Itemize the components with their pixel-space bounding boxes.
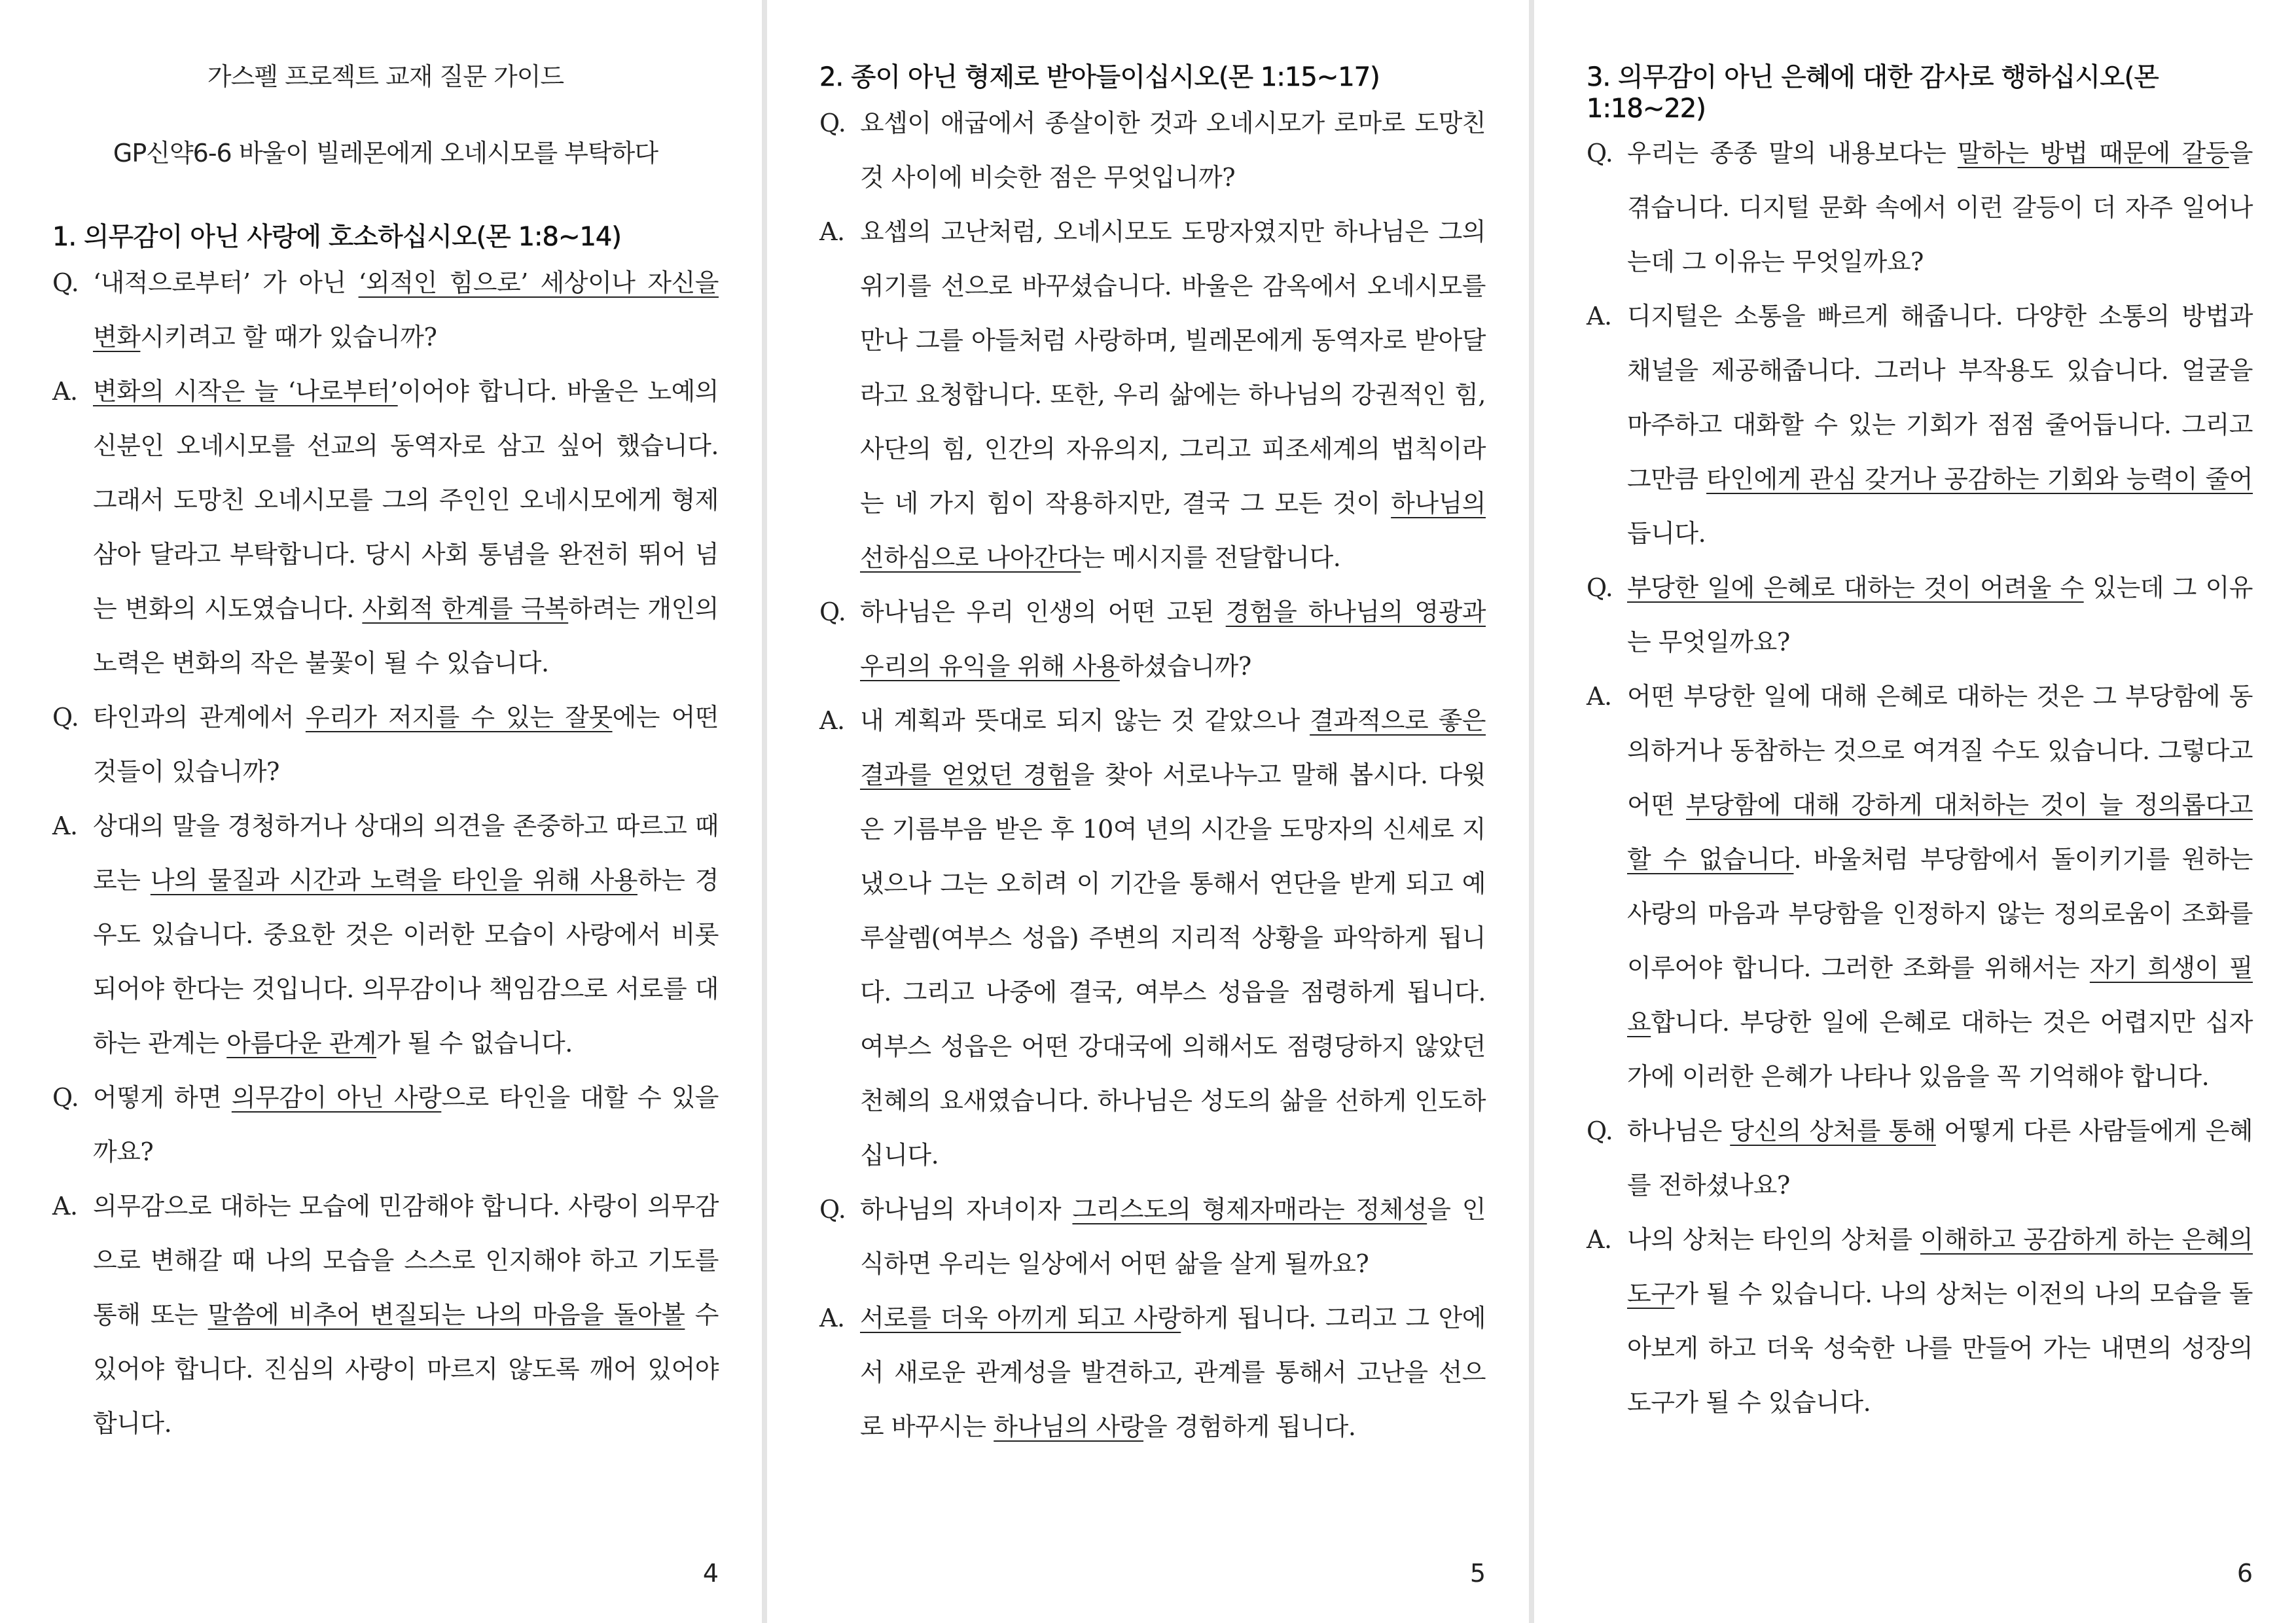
question-item bbox=[819, 1183, 1486, 1291]
item-text bbox=[1627, 1213, 2253, 1430]
item-text bbox=[1627, 561, 2253, 669]
item-label: A. bbox=[52, 377, 78, 406]
item-label: Q. bbox=[1587, 139, 1613, 168]
item-text bbox=[1627, 126, 2253, 289]
qa-list bbox=[52, 256, 719, 1451]
item-label: Q. bbox=[819, 109, 846, 137]
underlined-text: 변화의 시작은 늘 ‘나로부터’ bbox=[93, 377, 398, 406]
text-segment: 어떻게 다른 사람들에게 은혜를 전하셨나요? bbox=[1627, 1116, 2253, 1200]
text-segment: 을 겪습니다. 디지털 문화 속에서 이런 갈등이 더 자주 일어나는데 그 이유는 무엇일까요? bbox=[1627, 139, 2253, 276]
underlined-text: 의무감이 아닌 사랑 bbox=[231, 1083, 442, 1112]
question-item bbox=[819, 96, 1486, 205]
page-5 bbox=[767, 0, 1529, 1623]
item-text bbox=[93, 799, 719, 1071]
section-heading: 1. 의무감이 아닌 사랑에 호소하십시오(몬 1:8~14) bbox=[52, 222, 621, 252]
question-item bbox=[52, 690, 719, 799]
item-label: Q. bbox=[52, 1083, 79, 1112]
item-text bbox=[1627, 289, 2253, 561]
qa-list bbox=[819, 96, 1486, 1454]
item-text bbox=[860, 205, 1486, 585]
item-text bbox=[93, 256, 719, 365]
underlined-text: 경험을 하나님의 영광과 우리의 유익을 위해 사용 bbox=[860, 597, 1486, 681]
item-label: A. bbox=[52, 1192, 78, 1221]
item-label: A. bbox=[819, 706, 845, 735]
text-segment: ‘내적으로부터’ 가 아닌 bbox=[93, 268, 359, 297]
item-text bbox=[93, 690, 719, 799]
question-item bbox=[52, 1071, 719, 1179]
page-4 bbox=[0, 0, 762, 1623]
page-number: 4 bbox=[702, 1559, 719, 1588]
underlined-text: ‘외적인 힘으로’ 세상이나 자신을 변화 bbox=[93, 268, 719, 351]
underlined-text: 하나님의 사랑 bbox=[994, 1412, 1144, 1441]
text-segment: 상대의 말을 경청하거나 상대의 의견을 존중하고 따르고 때로는 bbox=[93, 812, 719, 895]
page-number: 5 bbox=[1469, 1559, 1486, 1588]
text-segment: 으로 타인을 대할 수 있을까요? bbox=[93, 1083, 719, 1166]
item-text bbox=[1627, 1104, 2253, 1213]
question-item bbox=[52, 256, 719, 365]
lesson-title: GP신약6-6 바울이 빌레몬에게 오네시모를 부탁하다 bbox=[113, 139, 658, 168]
text-segment: . 바울처럼 부당함에서 돌이키기를 원하는 사랑의 마음과 부당함을 인정하지 않는 정의로움이 조화를 이루어야 합니다. 그러한 조화를 위해서는 bbox=[1627, 845, 2253, 982]
question-item bbox=[1587, 126, 2253, 289]
text-segment: 을 찾아 서로나누고 말해 봅시다. 다윗은 기름부음 받은 후 10여 년의 시간을 도망자의 신세로 지냈으나 그는 오히려 이 기간을 통해서 연단을 받게 되고 예루살렘(여부스 성읍) 주변의 지리적 상황을 파악하게 됩니다. 그리고 나중에 결국, 여부스 성읍을 점령하게 됩니다. 여부스 성읍은 어떤 강대국에 의해서도 점령당하지 않았던 천혜의 요새였습니다. 하나님은 성도의 삶을 선하게 인도하십니다. bbox=[860, 760, 1486, 1169]
item-label: Q. bbox=[1587, 573, 1613, 602]
question-item bbox=[1587, 1104, 2253, 1213]
item-label: Q. bbox=[52, 703, 79, 732]
text-segment: 우리는 종종 말의 내용보다는 bbox=[1627, 139, 1958, 168]
answer-item bbox=[819, 205, 1486, 585]
text-segment: 합니다. 부당한 일에 은혜로 대하는 것은 어렵지만 십자가에 이러한 은혜가 나타나 있음을 꼭 기억해야 합니다. bbox=[1627, 1008, 2253, 1091]
text-segment: 하는 경우도 있습니다. 중요한 것은 이러한 모습이 사랑에서 비롯되어야 한다는 것입니다. 의무감이나 책임감으로 서로를 대하는 관계는 bbox=[93, 866, 719, 1058]
answer-item bbox=[52, 799, 719, 1071]
text-segment: 내 계획과 뜻대로 되지 않는 것 같았으나 bbox=[860, 706, 1310, 735]
item-text bbox=[860, 694, 1486, 1183]
item-label: Q. bbox=[819, 597, 846, 626]
text-segment: 는 메시지를 전달합니다. bbox=[1081, 543, 1341, 572]
doc-title: 가스펠 프로젝트 교재 질문 가이드 bbox=[207, 62, 564, 91]
item-text bbox=[860, 585, 1486, 694]
underlined-text: 결과적으로 좋은 결과를 얻었던 경험 bbox=[860, 706, 1486, 789]
text-segment: 요셉의 고난처럼, 오네시모도 도망자였지만 하나님은 그의 위기를 선으로 바꾸셨습니다. 바울은 감옥에서 오네시모를 만나 그를 아들처럼 사랑하며, 빌레몬에게 동역자로 받아달라고 요청합니다. 또한, 우리 삶에는 하나님의 강권적인 힘, 사단의 힘, 인간의 자유의지, 그리고 피조세계의 법칙이라는 네 가지 힘이 작용하지만, 결국 그 모든 것이 bbox=[860, 217, 1486, 518]
text-segment: 이어야 합니다. 바울은 노예의 신분인 오네시모를 선교의 동역자로 삼고 싶어 했습니다. 그래서 도망친 오네시모를 그의 주인인 오네시모에게 형제 삼아 달라고 부탁합니다. 당시 사회 통념을 완전히 뛰어 넘는 변화의 시도였습니다. bbox=[93, 377, 719, 623]
item-label: Q. bbox=[52, 268, 79, 297]
underlined-text: 당신의 상처를 통해 bbox=[1730, 1116, 1936, 1145]
underlined-text: 부당한 일에 은혜로 대하는 것이 어려울 수 bbox=[1627, 573, 2084, 602]
item-label: A. bbox=[819, 217, 845, 246]
text-segment: 있는데 그 이유는 무엇일까요? bbox=[1627, 573, 2253, 656]
item-label: A. bbox=[1587, 302, 1612, 330]
answer-item bbox=[1587, 1213, 2253, 1430]
page-6 bbox=[1534, 0, 2296, 1623]
question-item bbox=[819, 585, 1486, 694]
text-segment: 하셨습니까? bbox=[1119, 652, 1251, 681]
underlined-text: 말하는 방법 때문에 갈등 bbox=[1957, 139, 2229, 168]
answer-item bbox=[1587, 289, 2253, 561]
text-segment: 디지털은 소통을 빠르게 해줍니다. 다양한 소통의 방법과 채널을 제공해줍니다. 그러나 부작용도 있습니다. 얼굴을 마주하고 대화할 수 있는 기회가 점점 줄어듭니다. 그리고 그만큼 bbox=[1627, 302, 2253, 493]
item-label: A. bbox=[52, 812, 78, 840]
text-segment: 요셉이 애굽에서 종살이한 것과 오네시모가 로마로 도망친 것 사이에 비슷한 점은 무엇입니까? bbox=[860, 109, 1486, 192]
item-text bbox=[93, 1179, 719, 1451]
text-segment: 하나님은 bbox=[1627, 1116, 1731, 1145]
item-label: A. bbox=[1587, 1225, 1612, 1254]
question-item bbox=[1587, 561, 2253, 669]
underlined-text: 말씀에 비추어 변질되는 나의 마음을 돌아볼 bbox=[207, 1300, 685, 1329]
underlined-text: 서로를 더욱 아끼게 되고 사랑 bbox=[860, 1304, 1181, 1332]
text-segment: 타인과의 관계에서 bbox=[93, 703, 306, 732]
underlined-text: 우리가 저지를 수 있는 잘못 bbox=[305, 703, 613, 732]
text-segment: 어떻게 하면 bbox=[93, 1083, 232, 1112]
item-text bbox=[860, 96, 1486, 205]
underlined-text: 그리스도의 형제자매라는 정체성 bbox=[1072, 1195, 1427, 1224]
text-segment: 하나님의 자녀이자 bbox=[860, 1195, 1073, 1224]
text-segment: 어떤 부당한 일에 대해 은혜로 대하는 것은 그 부당함에 동의하거나 동참하는 것으로 여겨질 수도 있습니다. 그렇다고 어떤 bbox=[1627, 682, 2253, 819]
section-heading: 2. 종이 아닌 형제로 받아들이십시오(몬 1:15~17) bbox=[819, 62, 1380, 92]
text-segment: 수 있어야 합니다. 진심의 사랑이 마르지 않도록 깨어 있어야 합니다. bbox=[93, 1300, 719, 1438]
answer-item bbox=[52, 365, 719, 690]
text-segment: 을 경험하게 됩니다. bbox=[1143, 1412, 1356, 1441]
item-text bbox=[860, 1183, 1486, 1291]
text-segment: 나의 상처는 타인의 상처를 bbox=[1627, 1225, 1920, 1254]
text-segment: 하게 됩니다. 그리고 그 안에서 새로운 관계성을 발견하고, 관계를 통해서 고난을 선으로 바꾸시는 bbox=[860, 1304, 1486, 1441]
item-label: A. bbox=[1587, 682, 1612, 711]
text-segment: 의무감으로 대하는 모습에 민감해야 합니다. 사랑이 의무감으로 변해갈 때 나의 모습을 스스로 인지해야 하고 기도를 통해 또는 bbox=[93, 1192, 719, 1329]
underlined-text: 부당함에 대해 강하게 대처하는 것이 늘 정의롭다고 할 수 없습니다 bbox=[1627, 791, 2253, 874]
text-segment: 가 될 수 있습니다. 나의 상처는 이전의 나의 모습을 돌아보게 하고 더욱 성숙한 나를 만들어 가는 내면의 성장의 도구가 될 수 있습니다. bbox=[1627, 1279, 2253, 1417]
item-text bbox=[93, 1071, 719, 1179]
answer-item bbox=[819, 694, 1486, 1183]
answer-item bbox=[52, 1179, 719, 1451]
underlined-text: 아름다운 관계 bbox=[226, 1029, 377, 1058]
text-segment: 을 인식하면 우리는 일상에서 어떤 삶을 살게 될까요? bbox=[860, 1195, 1486, 1278]
underlined-text: 하나님의 선하심으로 나아간다 bbox=[860, 489, 1486, 572]
item-label: Q. bbox=[1587, 1116, 1613, 1145]
underlined-text: 나의 물질과 시간과 노력을 타인을 위해 사용 bbox=[150, 866, 637, 895]
text-segment: 하나님은 우리 인생의 어떤 고된 bbox=[860, 597, 1226, 626]
underlined-text: 이해하고 공감하게 하는 은혜의 도구 bbox=[1627, 1225, 2253, 1308]
item-label: A. bbox=[819, 1304, 845, 1332]
answer-item bbox=[819, 1291, 1486, 1454]
text-segment: 하려는 개인의 노력은 변화의 작은 불꽃이 될 수 있습니다. bbox=[93, 594, 719, 677]
underlined-text: 사회적 한계를 극복 bbox=[362, 594, 569, 623]
text-segment: 시키려고 할 때가 있습니까? bbox=[140, 323, 437, 351]
qa-list bbox=[1587, 126, 2253, 1430]
underlined-text: 타인에게 관심 갖거나 공감하는 기회와 능력이 줄어 bbox=[1706, 465, 2253, 493]
item-text bbox=[860, 1291, 1486, 1454]
text-segment: 듭니다. bbox=[1627, 519, 1706, 548]
text-segment: 에는 어떤 것들이 있습니까? bbox=[93, 703, 719, 786]
item-label: Q. bbox=[819, 1195, 846, 1224]
section-heading: 3. 의무감이 아닌 은혜에 대한 감사로 행하십시오(몬 1:18~22) bbox=[1587, 62, 2159, 124]
item-text bbox=[93, 365, 719, 690]
text-segment: 가 될 수 없습니다. bbox=[376, 1029, 573, 1058]
page-number: 6 bbox=[2236, 1559, 2253, 1588]
answer-item bbox=[1587, 669, 2253, 1104]
underlined-text: 자기 희생이 필요 bbox=[1627, 954, 2253, 1037]
item-text bbox=[1627, 669, 2253, 1104]
